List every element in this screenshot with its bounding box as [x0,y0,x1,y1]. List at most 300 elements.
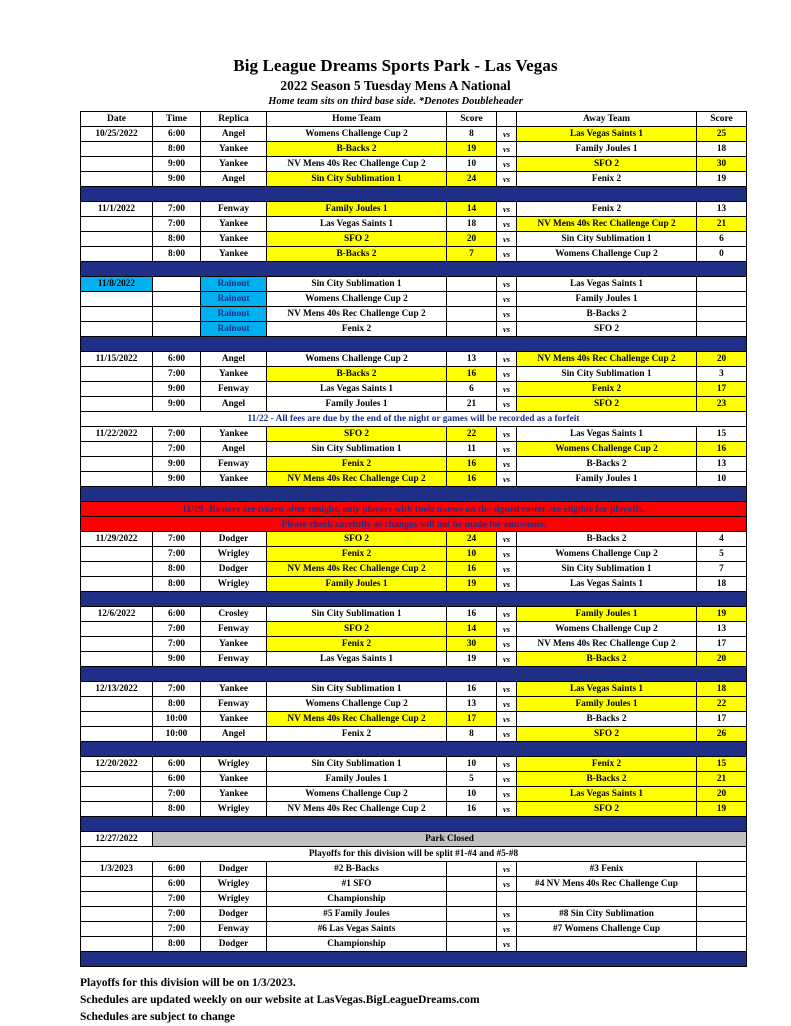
cell-away-score: 13 [697,457,747,472]
cell-away-score: 6 [697,232,747,247]
cell-home-score: 22 [447,427,497,442]
cell-away-team: Las Vegas Saints 1 [517,127,697,142]
cell-home-team: SFO 2 [267,427,447,442]
cell-away-score: 25 [697,127,747,142]
cell-time: 7:00 [153,787,201,802]
cell-date [81,802,153,817]
table-row [81,232,747,247]
cell-home-score: 18 [447,217,497,232]
cell-date: 11/1/2022 [81,202,153,217]
col-date: Date [81,112,153,127]
cell-away-team: Family Joules 1 [517,607,697,622]
col-home-team: Home Team [267,112,447,127]
table-row [81,772,747,787]
cell-replica: Dodger [201,532,267,547]
cell-away-score [697,277,747,292]
cell-replica: Yankee [201,712,267,727]
cell-away-team: Las Vegas Saints 1 [517,427,697,442]
cell-time: 8:00 [153,697,201,712]
cell-vs: vs [497,442,517,457]
cell-replica: Wrigley [201,547,267,562]
cell-home-score: 16 [447,562,497,577]
cell-away-score: 21 [697,772,747,787]
cell-home-score: 30 [447,637,497,652]
cell-date [81,637,153,652]
cell-time: 8:00 [153,802,201,817]
table-header-row [81,112,747,127]
cell-date: 12/27/2022 [81,832,153,847]
table-body [81,127,747,967]
cell-vs: vs [497,382,517,397]
cell-away-team: NV Mens 40s Rec Challenge Cup 2 [517,637,697,652]
cell-date [81,157,153,172]
cell-replica: Dodger [201,937,267,952]
cell-vs: vs [497,907,517,922]
cell-date [81,652,153,667]
cell-vs: vs [497,607,517,622]
cell-home-team: NV Mens 40s Rec Challenge Cup 2 [267,472,447,487]
cell-away-team: Fenix 2 [517,202,697,217]
cell-time [153,277,201,292]
cell-time: 7:00 [153,637,201,652]
cell-away-score: 20 [697,652,747,667]
cell-away-team: B-Backs 2 [517,457,697,472]
cell-away-team: B-Backs 2 [517,307,697,322]
cell-away-score: 21 [697,217,747,232]
roster-notice-line-2: Please check carefully as changes will not be made for omissions. [81,517,747,532]
cell-away-score: 19 [697,172,747,187]
cell-vs: vs [497,937,517,952]
cell-away-team: Womens Challenge Cup 2 [517,442,697,457]
cell-replica: Yankee [201,472,267,487]
col-time: Time [153,112,201,127]
cell-home-team: SFO 2 [267,532,447,547]
table-row [81,127,747,142]
cell-vs: vs [497,682,517,697]
cell-vs: vs [497,637,517,652]
cell-away-score: 13 [697,622,747,637]
divider-cell [81,592,747,607]
cell-away-team: Fenix 2 [517,172,697,187]
table-row [81,892,747,907]
cell-vs: vs [497,232,517,247]
cell-home-team: Family Joules 1 [267,202,447,217]
footer-line-3: Schedules are subject to change [80,1011,236,1023]
cell-away-score [697,937,747,952]
table-row [81,202,747,217]
cell-time: 6:00 [153,127,201,142]
cell-home-score [447,862,497,877]
divider-cell [81,667,747,682]
cell-home-score: 7 [447,247,497,262]
cell-home-team: Sin City Sublimation 1 [267,607,447,622]
cell-time: 7:00 [153,532,201,547]
cell-date: 11/15/2022 [81,352,153,367]
cell-date: 12/13/2022 [81,682,153,697]
table-row [81,397,747,412]
cell-home-team: Womens Challenge Cup 2 [267,352,447,367]
cell-vs: vs [497,652,517,667]
cell-away-score [697,292,747,307]
divider-cell [81,742,747,757]
cell-date [81,547,153,562]
cell-home-score: 17 [447,712,497,727]
table-row [81,652,747,667]
cell-replica: Rainout [201,292,267,307]
cell-time: 6:00 [153,757,201,772]
cell-home-score [447,937,497,952]
cell-home-team: #1 SFO [267,877,447,892]
fee-notice-row [81,412,747,427]
cell-date [81,727,153,742]
cell-home-score: 5 [447,772,497,787]
cell-home-score: 19 [447,577,497,592]
cell-time: 8:00 [153,247,201,262]
cell-home-team: NV Mens 40s Rec Challenge Cup 2 [267,712,447,727]
cell-vs: vs [497,127,517,142]
cell-date [81,697,153,712]
cell-away-score: 20 [697,787,747,802]
cell-replica: Rainout [201,277,267,292]
cell-away-team: Las Vegas Saints 1 [517,787,697,802]
table-row [81,682,747,697]
cell-home-score: 16 [447,367,497,382]
cell-away-score: 17 [697,637,747,652]
cell-away-score: 26 [697,727,747,742]
col-away-score: Score [697,112,747,127]
cell-date [81,472,153,487]
cell-home-team: NV Mens 40s Rec Challenge Cup 2 [267,157,447,172]
cell-home-score: 6 [447,382,497,397]
table-row [81,712,747,727]
cell-time: 7:00 [153,217,201,232]
cell-home-score: 24 [447,532,497,547]
cell-vs: vs [497,247,517,262]
cell-away-team: Las Vegas Saints 1 [517,277,697,292]
col-away-team: Away Team [517,112,697,127]
cell-time: 7:00 [153,427,201,442]
table-row [81,457,747,472]
cell-home-team: SFO 2 [267,232,447,247]
cell-replica: Fenway [201,457,267,472]
roster-notice-line-1: 11/29 -Rosters are frozen after tonight, only players with their names on the signed roster are eligible for playoffs. [81,502,747,517]
cell-date [81,562,153,577]
divider-cell [81,337,747,352]
cell-replica: Angel [201,172,267,187]
cell-time: 9:00 [153,172,201,187]
section-divider [81,742,747,757]
cell-away-score: 30 [697,157,747,172]
cell-home-team: SFO 2 [267,622,447,637]
table-row [81,622,747,637]
page-note: Home team sits on third base side. *Denotes Doubleheader [268,96,523,107]
cell-away-team: Las Vegas Saints 1 [517,682,697,697]
cell-away-team: Sin City Sublimation 1 [517,562,697,577]
cell-home-score: 16 [447,457,497,472]
table-row [81,787,747,802]
cell-away-score: 7 [697,562,747,577]
cell-away-score [697,907,747,922]
table-row [81,427,747,442]
cell-away-score: 15 [697,427,747,442]
cell-home-team: NV Mens 40s Rec Challenge Cup 2 [267,307,447,322]
roster-notice-row [81,502,747,517]
rainout-row [81,277,747,292]
cell-vs: vs [497,697,517,712]
cell-time: 6:00 [153,352,201,367]
cell-vs: vs [497,352,517,367]
cell-time: 9:00 [153,397,201,412]
cell-away-team [517,937,697,952]
cell-vs: vs [497,367,517,382]
section-divider [81,337,747,352]
cell-vs: vs [497,202,517,217]
divider-cell [81,952,747,967]
cell-away-score [697,862,747,877]
cell-date: 1/3/2023 [81,862,153,877]
section-divider [81,817,747,832]
cell-time: 9:00 [153,472,201,487]
col-home-score: Score [447,112,497,127]
cell-home-team: Fenix 2 [267,547,447,562]
cell-away-score: 17 [697,712,747,727]
cell-home-team: Family Joules 1 [267,577,447,592]
cell-vs: vs [497,622,517,637]
table-row [81,577,747,592]
cell-date [81,907,153,922]
cell-vs: vs [497,292,517,307]
cell-date [81,397,153,412]
cell-replica: Angel [201,727,267,742]
cell-replica: Fenway [201,202,267,217]
cell-time: 8:00 [153,562,201,577]
cell-away-score: 19 [697,802,747,817]
divider-cell [81,817,747,832]
cell-vs: vs [497,712,517,727]
cell-replica: Yankee [201,157,267,172]
cell-replica: Wrigley [201,577,267,592]
cell-time: 7:00 [153,922,201,937]
cell-date: 11/8/2022 [81,277,153,292]
cell-replica: Dodger [201,907,267,922]
cell-replica: Fenway [201,382,267,397]
cell-home-score: 8 [447,127,497,142]
playoff-split-row [81,847,747,862]
cell-replica: Yankee [201,637,267,652]
cell-away-team: Fenix 2 [517,757,697,772]
cell-date [81,922,153,937]
cell-replica: Fenway [201,922,267,937]
col-replica: Replica [201,112,267,127]
table-row [81,877,747,892]
cell-home-score [447,307,497,322]
cell-date [81,892,153,907]
cell-replica: Dodger [201,862,267,877]
cell-vs: vs [497,217,517,232]
park-closed-text: Park Closed [153,832,747,847]
cell-date [81,142,153,157]
cell-home-score [447,907,497,922]
cell-replica: Rainout [201,307,267,322]
footer-line-2: Schedules are updated weekly on our website at LasVegas.BigLeagueDreams.com [80,994,480,1006]
cell-home-team: Womens Challenge Cup 2 [267,292,447,307]
cell-date [81,247,153,262]
cell-home-team: Sin City Sublimation 1 [267,172,447,187]
cell-away-score: 0 [697,247,747,262]
cell-home-score [447,877,497,892]
cell-time: 7:00 [153,907,201,922]
cell-date: 11/22/2022 [81,427,153,442]
table-row [81,142,747,157]
cell-away-team: Womens Challenge Cup 2 [517,547,697,562]
cell-home-team: Las Vegas Saints 1 [267,382,447,397]
cell-home-team: Fenix 2 [267,322,447,337]
cell-home-score [447,277,497,292]
cell-away-team: Womens Challenge Cup 2 [517,622,697,637]
cell-away-team: B-Backs 2 [517,652,697,667]
cell-home-score: 10 [447,757,497,772]
cell-time: 6:00 [153,862,201,877]
cell-time: 7:00 [153,622,201,637]
cell-time: 9:00 [153,382,201,397]
cell-replica: Fenway [201,697,267,712]
cell-home-team: Family Joules 1 [267,772,447,787]
cell-time: 6:00 [153,607,201,622]
cell-replica: Rainout [201,322,267,337]
cell-away-score: 3 [697,367,747,382]
footer-line-1: Playoffs for this division will be on 1/3/2023. [80,977,296,989]
cell-replica: Angel [201,127,267,142]
divider-cell [81,487,747,502]
cell-away-score [697,307,747,322]
cell-home-score: 13 [447,697,497,712]
table-row [81,937,747,952]
rainout-row [81,307,747,322]
table-row [81,757,747,772]
park-closed-row [81,832,747,847]
cell-vs: vs [497,757,517,772]
cell-away-score: 18 [697,682,747,697]
cell-home-score: 16 [447,682,497,697]
section-divider [81,187,747,202]
cell-home-team: NV Mens 40s Rec Challenge Cup 2 [267,802,447,817]
cell-home-team: Las Vegas Saints 1 [267,652,447,667]
cell-time: 8:00 [153,937,201,952]
divider-cell [81,187,747,202]
cell-home-team: Fenix 2 [267,457,447,472]
table-row [81,382,747,397]
cell-home-team: Fenix 2 [267,727,447,742]
cell-away-team: Family Joules 1 [517,142,697,157]
table-row [81,637,747,652]
cell-replica: Yankee [201,787,267,802]
cell-date [81,877,153,892]
cell-replica: Fenway [201,652,267,667]
cell-vs: vs [497,532,517,547]
cell-replica: Yankee [201,367,267,382]
cell-home-score: 11 [447,442,497,457]
cell-vs: vs [497,427,517,442]
cell-vs: vs [497,877,517,892]
cell-away-team: SFO 2 [517,727,697,742]
cell-time [153,322,201,337]
table-row [81,727,747,742]
cell-date [81,442,153,457]
cell-away-score: 16 [697,442,747,457]
cell-home-score: 10 [447,157,497,172]
section-divider [81,667,747,682]
cell-home-score [447,922,497,937]
cell-away-score: 5 [697,547,747,562]
cell-replica: Angel [201,397,267,412]
cell-date [81,292,153,307]
cell-vs: vs [497,727,517,742]
cell-away-team: SFO 2 [517,802,697,817]
cell-home-score: 14 [447,622,497,637]
cell-away-team: B-Backs 2 [517,772,697,787]
cell-home-score [447,292,497,307]
cell-home-team: Sin City Sublimation 1 [267,757,447,772]
section-divider [81,592,747,607]
cell-replica: Crosley [201,607,267,622]
cell-time [153,292,201,307]
cell-vs: vs [497,397,517,412]
cell-home-team: Sin City Sublimation 1 [267,442,447,457]
cell-away-team: #7 Womens Challenge Cup [517,922,697,937]
cell-replica: Yankee [201,682,267,697]
cell-home-team: Las Vegas Saints 1 [267,217,447,232]
cell-away-score: 17 [697,382,747,397]
cell-vs: vs [497,862,517,877]
cell-time: 9:00 [153,652,201,667]
cell-away-score: 13 [697,202,747,217]
cell-date: 11/29/2022 [81,532,153,547]
cell-home-score: 13 [447,352,497,367]
cell-vs: vs [497,547,517,562]
cell-time: 8:00 [153,232,201,247]
table-row [81,532,747,547]
cell-home-team: B-Backs 2 [267,142,447,157]
cell-home-team: #6 Las Vegas Saints [267,922,447,937]
cell-date [81,307,153,322]
cell-replica: Yankee [201,217,267,232]
cell-date [81,172,153,187]
cell-away-score: 19 [697,607,747,622]
cell-away-score [697,922,747,937]
cell-home-score: 21 [447,397,497,412]
cell-time: 7:00 [153,202,201,217]
table-row [81,802,747,817]
cell-home-team: Family Joules 1 [267,397,447,412]
cell-replica: Yankee [201,142,267,157]
cell-date [81,367,153,382]
cell-vs: vs [497,142,517,157]
roster-notice-row-2 [81,517,747,532]
cell-time: 7:00 [153,367,201,382]
table-row [81,922,747,937]
table-row [81,472,747,487]
cell-home-team: Womens Challenge Cup 2 [267,787,447,802]
cell-away-team: Las Vegas Saints 1 [517,577,697,592]
cell-away-score: 23 [697,397,747,412]
playoff-split-text: Playoffs for this division will be split #1-#4 and #5-#8 [81,847,747,862]
cell-away-team: Womens Challenge Cup 2 [517,247,697,262]
cell-time: 7:00 [153,442,201,457]
cell-away-score: 18 [697,142,747,157]
cell-replica: Wrigley [201,802,267,817]
cell-away-team: Family Joules 1 [517,697,697,712]
table-row [81,157,747,172]
